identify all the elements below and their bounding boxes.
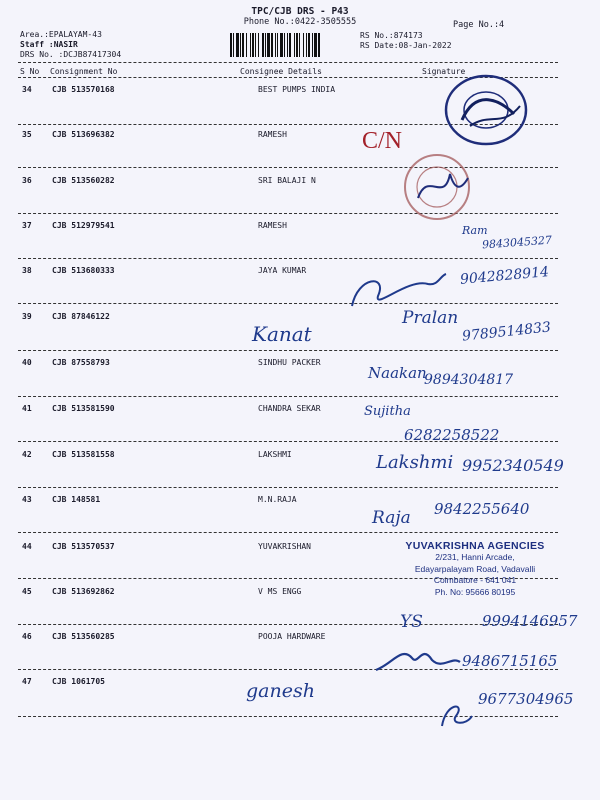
row-divider [18,213,558,214]
agency-phone: Ph. No: 95666 80195 [434,586,516,597]
row-consignment: CJB 148581 [52,495,101,504]
handwritten-phone: 9842255640 [434,500,530,518]
agency-stamp [375,540,575,598]
page-number: Page No.:4 [453,20,505,30]
row-divider [18,532,558,533]
row-sno: 40 [22,358,32,367]
row-consignee: CHANDRA SEKAR [258,404,321,413]
row-consignee: RAMESH [258,130,287,139]
row-consignment: CJB 87846122 [52,312,110,321]
best-pumps-stamp [440,70,532,150]
handwritten-phone: 9789514833 [461,319,552,345]
phone-number: Phone No.:0422-3505555 [243,17,357,27]
row-sno: 41 [22,404,32,413]
row-consignment: CJB 513680333 [52,266,115,275]
handwritten-phone: 9894304817 [424,372,514,388]
handwritten-phone: 9677304965 [478,690,574,708]
row-sno: 43 [22,495,32,504]
row-divider [18,716,558,717]
row-divider [18,350,558,351]
handwritten-signature: ganesh [246,680,315,702]
row-sno: 42 [22,450,32,459]
row-consignee: SINDHU PACKER [258,358,321,367]
agency-address-line: Coimbatore - 641 041 [433,575,517,585]
handwritten-phone: 9952340549 [462,456,564,475]
row-sno: 36 [22,176,32,185]
row-consignment: CJB 513696382 [52,130,115,139]
row-consignee: SRI BALAJI N [258,176,316,185]
handwritten-signature: Sujitha [364,404,411,419]
signature-scribble [372,640,462,680]
row-sno: 45 [22,587,32,596]
staff-label: Staff :NASIR [20,40,78,49]
header-divider [18,62,558,63]
agency-address-line: Edayarpalayam Road, Vadavalli [414,563,536,574]
row-consignment: CJB 513570537 [52,542,115,551]
column-header-consignee: Consignee Details [240,67,322,76]
barcode [230,33,353,57]
handwritten-signature: Naakan [368,364,427,382]
row-consignment: CJB 87558793 [52,358,110,367]
row-consignment: CJB 513570168 [52,85,115,94]
column-header-signature: Signature [422,67,466,76]
signature-scribble [436,696,476,732]
handwritten-phone: 6282258522 [404,426,500,444]
drs-number: DRS No. :DCJB87417304 [20,50,122,59]
row-sno: 47 [22,677,32,686]
handwritten-phone: 9486715165 [462,652,558,670]
row-consignee: V MS ENGG [258,587,302,596]
row-consignment: CJB 513581558 [52,450,115,459]
row-consignee: LAKSHMI [258,450,292,459]
handwritten-signature: Raja [372,508,411,528]
row-divider [18,258,558,259]
column-header-sno: S No [20,67,40,76]
rs-number: RS No.:874173 [360,31,423,40]
row-sno: 34 [22,85,32,94]
sri-stamp [398,148,476,226]
column-header-consignment: Consignment No [50,67,118,76]
handwritten-signature: Pralan [402,308,459,328]
handwritten-signature: Lakshmi [376,452,454,473]
row-consignment: CJB 513692862 [52,587,115,596]
row-divider [18,303,558,304]
row-sno: 46 [22,632,32,641]
row-sno: 38 [22,266,32,275]
row-consignment: CJB 1061705 [52,677,105,686]
handwritten-phone: 9843045327 [481,233,553,252]
row-consignee: YUVAKRISHAN [258,542,311,551]
row-sno: 35 [22,130,32,139]
row-consignee: RAMESH [258,221,287,230]
sheet-title: TPC/CJB DRS - P43 [251,6,349,17]
agency-name: YUVAKRISHNA AGENCIES [405,540,545,552]
row-divider [18,167,558,168]
handwritten-phone: 9042828914 [459,264,550,288]
rs-date: RS Date:08-Jan-2022 [360,41,452,50]
row-consignment: CJB 513560282 [52,176,115,185]
agency-address-line: 2/231, Hanni Arcade, [435,552,515,562]
row-consignment: CJB 513560285 [52,632,115,641]
row-sno: 39 [22,312,32,321]
handwritten-signature: YS [400,612,423,632]
handwritten-signature: Ram [462,224,488,237]
handwritten-phone: 9994146957 [482,612,578,630]
row-consignee: JAYA KUMAR [258,266,307,275]
handwritten-signature: Kanat [252,322,312,346]
row-consignment: CJB 513581590 [52,404,115,413]
row-divider [18,624,558,625]
row-divider [18,487,558,488]
row-sno: 44 [22,542,32,551]
row-consignee: M.N.RAJA [258,495,297,504]
row-divider [18,396,558,397]
row-consignment: CJB 512979541 [52,221,115,230]
cin-note: C/N [362,128,403,154]
area-label: Area.:EPALAYAM-43 [20,30,102,39]
row-consignee: BEST PUMPS INDIA [258,85,336,94]
row-sno: 37 [22,221,32,230]
row-consignee: POOJA HARDWARE [258,632,326,641]
